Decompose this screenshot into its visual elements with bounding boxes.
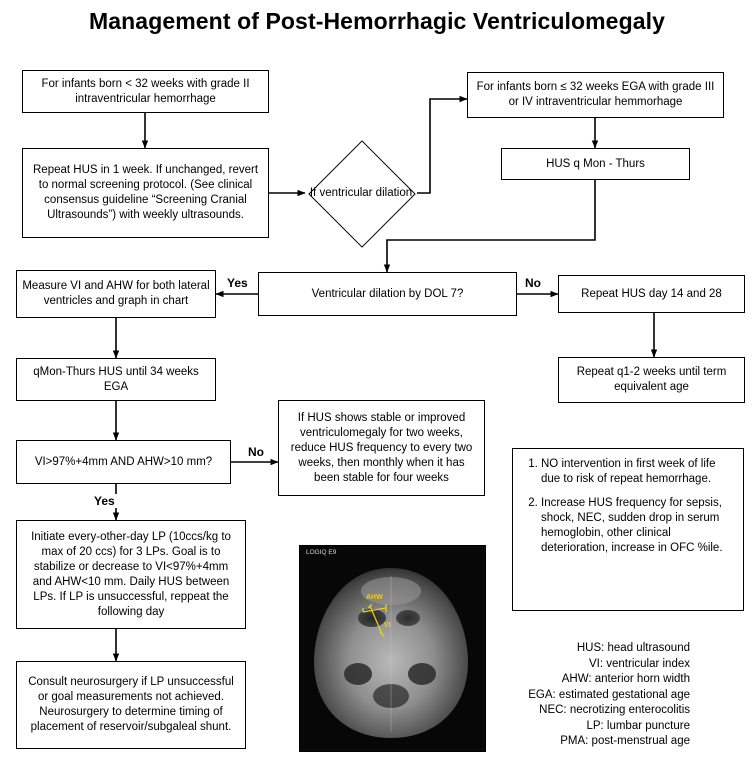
notes-list — [521, 457, 733, 556]
node-repeat-hus-1wk: Repeat HUS in 1 week. If unchanged, revert to normal screening protocol. (See clinical consensus guideline “Screening Cranial Ultrasounds”) with weekly ultrasounds. — [22, 148, 269, 238]
ultrasound-render — [300, 546, 483, 749]
note-item: 2. Increase HUS frequency for sepsis, shock, NEC, sudden drop in serum hemoglobin, other clinical deterioration, increase in OFC %ile. — [541, 496, 733, 556]
edge-label-no-stable: No — [248, 445, 264, 459]
node-decision-ventricular-dilation — [305, 141, 417, 245]
ultrasound-marker-ahw: AHW — [366, 594, 383, 601]
node-infants-lt32: For infants born < 32 weeks with grade II intraventricular hemorrhage — [22, 70, 269, 113]
abbreviation-item: AHW: anterior horn width — [561, 673, 690, 685]
edge-label-yes-measure: Yes — [227, 276, 248, 290]
abbreviation-item: VI: ventricular index — [589, 657, 690, 670]
abbreviation-item: LP: lumbar puncture — [586, 719, 690, 732]
abbreviation-item: EGA: estimated gestational age — [528, 688, 690, 701]
ultrasound-device-label: LOGIQ E9 — [306, 549, 337, 556]
node-hus-mon-thurs: HUS q Mon - Thurs — [501, 148, 690, 180]
edge-label-yes-lp: Yes — [94, 494, 115, 508]
node-vi-ahw-criteria: VI>97%+4mm AND AHW>10 mm? — [16, 440, 231, 484]
node-vent-dilation-dol7: Ventricular dilation by DOL 7? — [258, 272, 517, 316]
note-item: 1. NO intervention in first week of life due to risk of repeat hemorrhage. — [541, 457, 733, 487]
node-consult-neurosurgery: Consult neurosurgery if LP unsuccessful or goal measurements not achieved. Neurosurgery to determine timing of placement of reservoir/subgaleal shunt. — [16, 661, 246, 749]
notes-box — [512, 448, 744, 611]
abbreviation-item: HUS: head ultrasound — [576, 642, 690, 654]
edge-label-no-repeat: No — [525, 276, 541, 290]
cranial-ultrasound-image — [299, 545, 486, 752]
node-measure-vi-ahw: Measure VI and AHW for both lateral ventricles and graph in chart — [16, 270, 216, 318]
abbreviations-list — [494, 641, 690, 750]
ultrasound-marker-vi: VI — [384, 622, 391, 629]
abbreviation-item: NEC: necrotizing enterocolitis — [539, 704, 690, 716]
node-infants-le32: For infants born ≤ 32 weeks EGA with grade III or IV intraventricular hemmorhage — [467, 72, 724, 118]
page-title: Management of Post-Hemorrhagic Ventriculomegaly — [89, 8, 665, 34]
node-initiate-lp: Initiate every-other-day LP (10ccs/kg to max of 20 ccs) for 3 LPs. Goal is to stabilize or decrease to VI<97%+4mm and AHW<10 mm. Daily HUS between LPs. If LP is unsuccessful, reppeat the following day — [16, 520, 246, 629]
diamond-label: If ventricular dilation — [309, 187, 413, 199]
node-qmon-thurs-hus: qMon-Thurs HUS until 34 weeks EGA — [16, 358, 216, 401]
node-repeat-q1-2-weeks: Repeat q1-2 weeks until term equivalent age — [558, 357, 745, 403]
node-repeat-hus-14-28: Repeat HUS day 14 and 28 — [558, 275, 745, 313]
node-stable-improved: If HUS shows stable or improved ventriculomegaly for two weeks, reduce HUS frequency to every two weeks, then monthly when it has been stable for four weeks — [278, 400, 485, 496]
abbreviation-item: PMA: post-menstrual age — [560, 735, 690, 747]
